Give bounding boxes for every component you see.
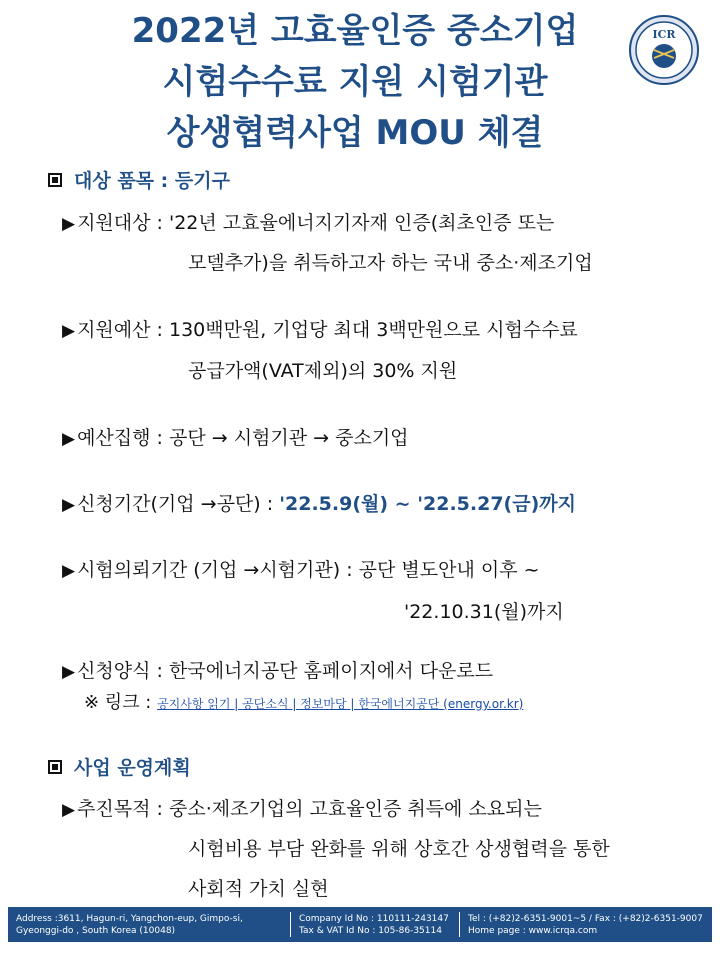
title-line-3: 상생협력사업 MOU 체결 bbox=[166, 113, 544, 153]
triangle-bullet-icon: ▶ bbox=[62, 429, 76, 449]
footer-address: Address :3611, Hagun-ri, Yangchon-eup, Gimpo-si, Gyeonggi-do , South Korea (10048) bbox=[16, 913, 243, 936]
square-bullet-icon bbox=[48, 173, 62, 187]
square-bullet-icon bbox=[48, 760, 62, 774]
section-heading-target-items: 대상 품목 : 등기구 bbox=[48, 166, 230, 193]
link-line bbox=[84, 688, 523, 714]
footer-contact: Tel : (+82)2-6351-9001~5 / Fax : (+82)2-6351-9007 Home page : www.icrqa.com bbox=[468, 913, 703, 936]
footer-company-ids: Company Id No : 110111-243147 Tax & VAT Id No : 105-86-35114 bbox=[299, 913, 449, 936]
list-item: ▶ 지원대상 : '22년 고효율에너지기자재 인증(최초인증 또는 bbox=[62, 212, 555, 234]
logo-text: ICR bbox=[652, 28, 676, 41]
triangle-bullet-icon: ▶ bbox=[62, 800, 76, 820]
icr-logo bbox=[628, 14, 700, 86]
list-item: ▶ 추진목적 : 중소·제조기업의 고효율인증 취득에 소요되는 bbox=[62, 798, 542, 820]
triangle-bullet-icon: ▶ bbox=[62, 495, 76, 515]
list-item-continuation: 공급가액(VAT제외)의 30% 지원 bbox=[188, 360, 458, 382]
list-item-continuation: 모델추가)을 취득하고자 하는 국내 중소·제조기업 bbox=[188, 252, 593, 274]
list-item: ▶ 신청기간(기업 →공단) : '22.5.9(월) ~ '22.5.27(금)까지 bbox=[62, 493, 576, 515]
list-item: ▶ 시험의뢰기간 (기업 →시험기관) : 공단 별도안내 이후 ~ bbox=[62, 559, 540, 581]
triangle-bullet-icon: ▶ bbox=[62, 662, 76, 682]
list-item-continuation: '22.10.31(월)까지 bbox=[404, 601, 564, 623]
list-item-continuation: 시험비용 부담 완화를 위해 상호간 상생협력을 통한 bbox=[188, 838, 610, 860]
application-period: '22.5.9(월) ~ '22.5.27(금)까지 bbox=[279, 493, 576, 515]
energy-link[interactable]: 공지사항 읽기 | 공단소식 | 정보마당 | 한국에너지공단 (energy.or.kr) bbox=[157, 697, 524, 711]
title-line-1: 2022년 고효율인증 중소기업 bbox=[131, 11, 579, 51]
section-heading-operation-plan: 사업 운영계획 bbox=[48, 753, 191, 780]
triangle-bullet-icon: ▶ bbox=[62, 321, 76, 341]
title-line-2: 시험수수료 지원 시험기관 bbox=[162, 62, 548, 102]
list-item: ▶ 신청양식 : 한국에너지공단 홈페이지에서 다운로드 bbox=[62, 660, 494, 682]
link-prefix: ※ 링크 : bbox=[84, 692, 158, 713]
list-item-continuation: 사회적 가치 실현 bbox=[188, 878, 329, 900]
list-item: ▶ 지원예산 : 130백만원, 기업당 최대 3백만원으로 시험수수료 bbox=[62, 319, 578, 341]
triangle-bullet-icon: ▶ bbox=[62, 561, 76, 581]
page-title bbox=[60, 6, 650, 159]
list-item: ▶ 예산집행 : 공단 → 시험기관 → 중소기업 bbox=[62, 427, 409, 449]
footer-bar bbox=[8, 907, 712, 942]
triangle-bullet-icon: ▶ bbox=[62, 214, 76, 234]
